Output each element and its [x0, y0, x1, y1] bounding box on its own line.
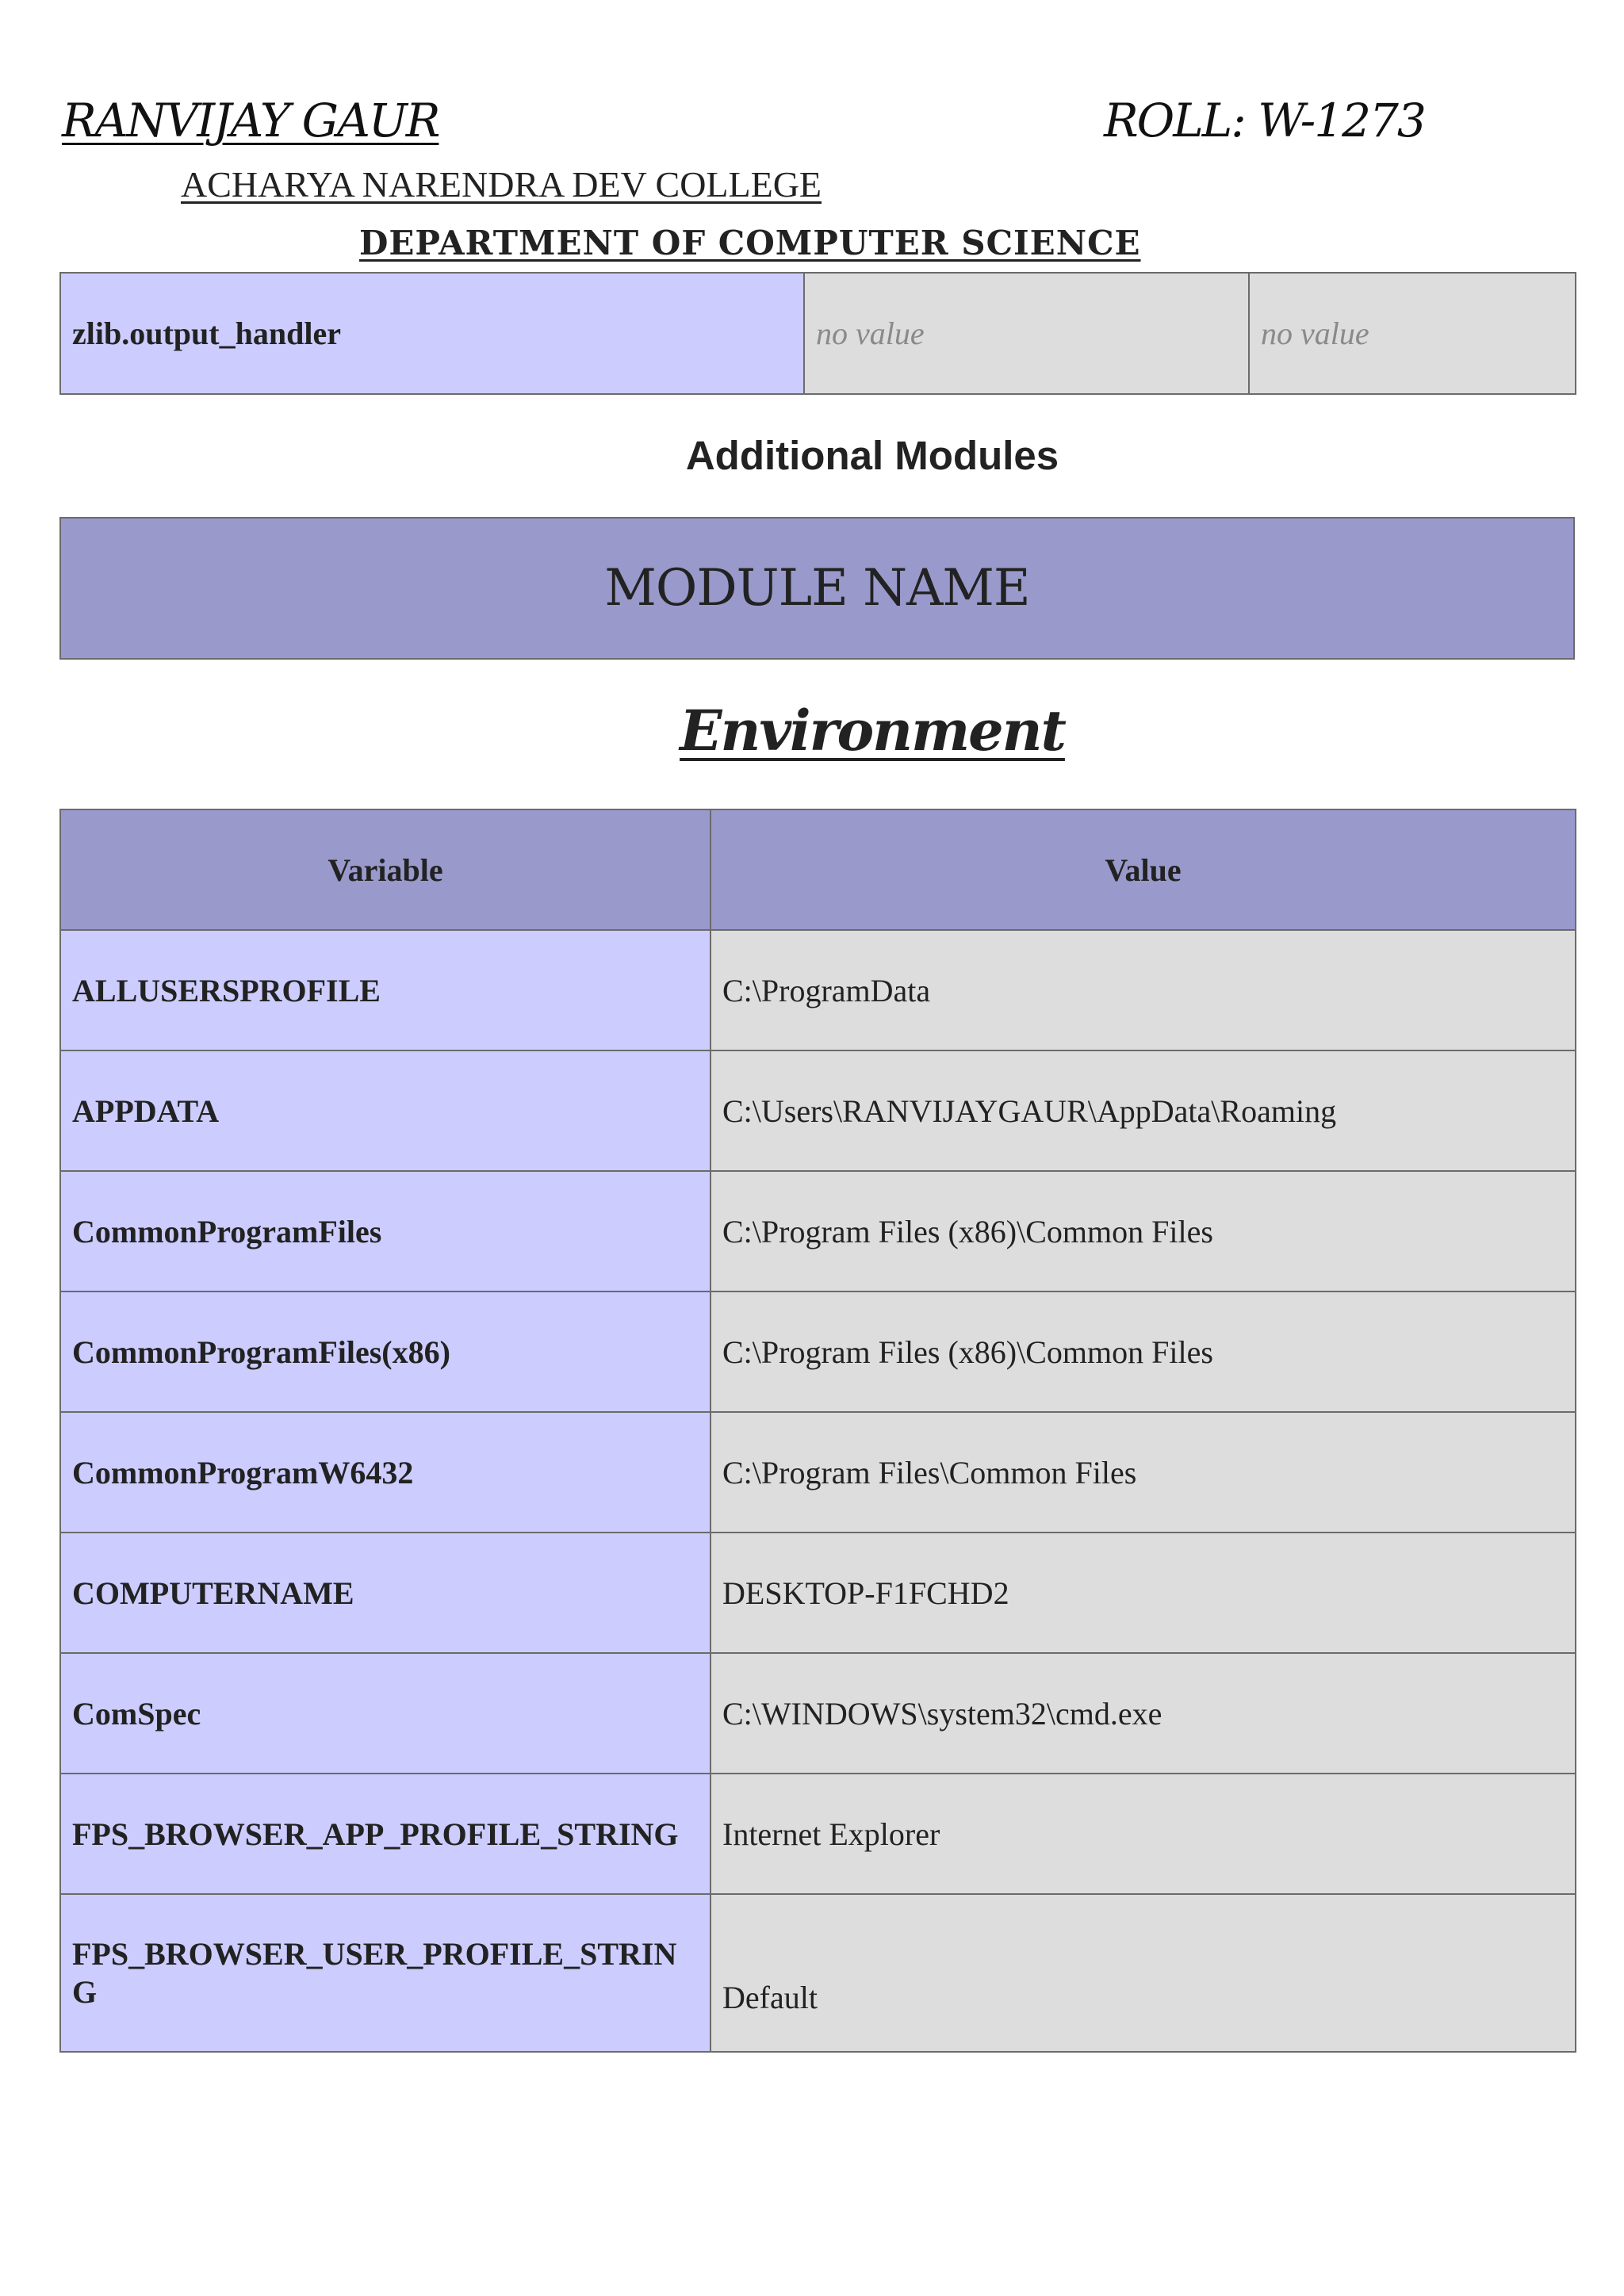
table-row	[60, 1653, 1576, 1774]
zlib-config-table	[59, 272, 1576, 395]
env-value: C:\Program Files (x86)\Common Files	[710, 1292, 1576, 1412]
local-value: no value	[804, 273, 1249, 394]
env-value: C:\ProgramData	[710, 930, 1576, 1050]
college-name: ACHARYA NARENDRA DEV COLLEGE	[181, 164, 822, 205]
env-variable: FPS_BROWSER_USER_PROFILE_STRING	[60, 1894, 710, 2052]
env-value: C:\Users\RANVIJAYGAUR\AppData\Roaming	[710, 1050, 1576, 1171]
env-variable: FPS_BROWSER_APP_PROFILE_STRING	[60, 1774, 710, 1894]
env-variable: APPDATA	[60, 1050, 710, 1171]
student-name: RANVIJAY GAUR	[62, 94, 439, 147]
env-value: C:\Program Files\Common Files	[710, 1412, 1576, 1533]
table-row	[60, 930, 1576, 1050]
additional-modules-title: Additional Modules	[685, 433, 1059, 478]
environment-title: Environment	[680, 698, 1065, 763]
env-variable: COMPUTERNAME	[60, 1533, 710, 1653]
env-value: DESKTOP-F1FCHD2	[710, 1533, 1576, 1653]
config-directive: zlib.output_handler	[60, 273, 804, 394]
env-variable: ALLUSERSPROFILE	[60, 930, 710, 1050]
table-row	[60, 1171, 1576, 1292]
env-variable: CommonProgramW6432	[60, 1412, 710, 1533]
department-name: DEPARTMENT OF COMPUTER SCIENCE	[359, 224, 1141, 262]
table-row	[60, 1774, 1576, 1894]
env-value: Default	[710, 1894, 1576, 2052]
table-row	[60, 1050, 1576, 1171]
table-row	[60, 1533, 1576, 1653]
env-value: C:\Program Files (x86)\Common Files	[710, 1171, 1576, 1292]
table-row	[60, 273, 1576, 394]
roll-number: ROLL: W-1273	[1104, 94, 1425, 147]
table-row	[60, 1894, 1576, 2052]
master-value: no value	[1249, 273, 1576, 394]
column-header-variable: Variable	[60, 809, 710, 930]
env-variable: ComSpec	[60, 1653, 710, 1774]
table-row	[60, 1412, 1576, 1533]
column-header-value: Value	[710, 809, 1576, 930]
env-variable: CommonProgramFiles	[60, 1171, 710, 1292]
table-row	[60, 1292, 1576, 1412]
env-variable: CommonProgramFiles(x86)	[60, 1292, 710, 1412]
table-header-row	[60, 809, 1576, 930]
env-value: Internet Explorer	[710, 1774, 1576, 1894]
environment-table	[59, 809, 1576, 2053]
module-name-header: MODULE NAME	[59, 517, 1575, 660]
env-value: C:\WINDOWS\system32\cmd.exe	[710, 1653, 1576, 1774]
